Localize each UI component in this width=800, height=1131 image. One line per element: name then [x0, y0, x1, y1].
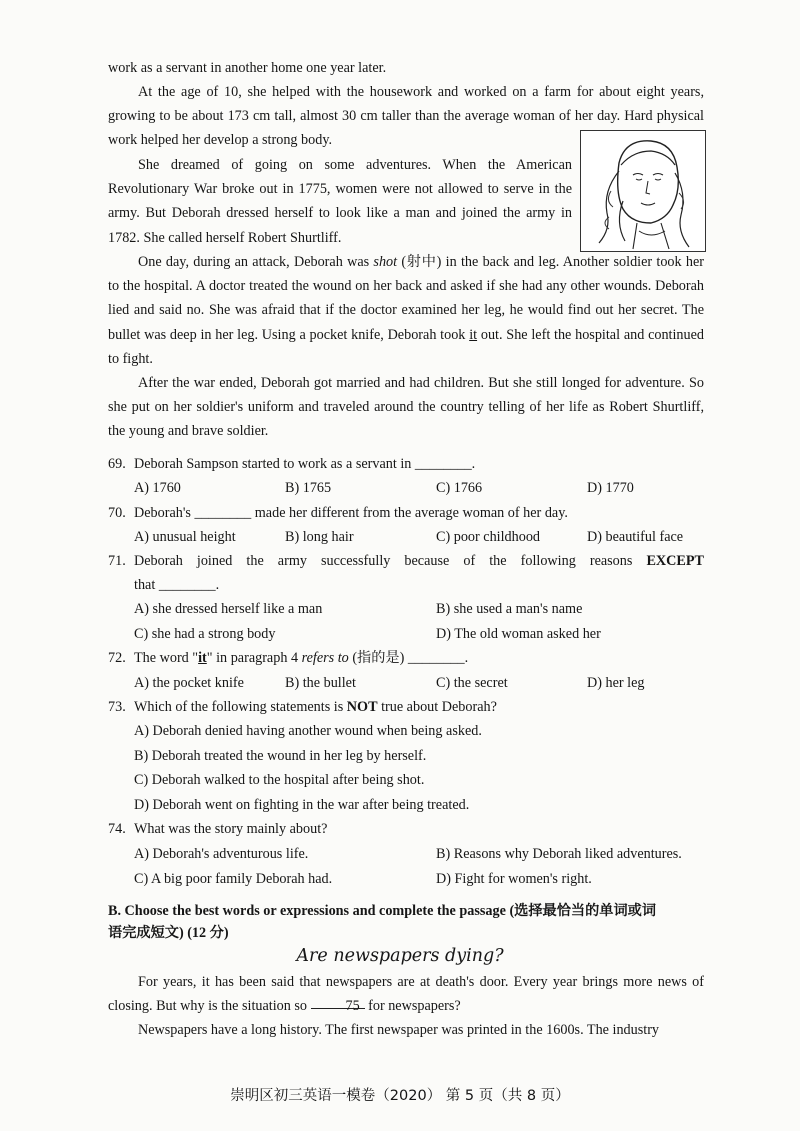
attack-gloss: (射中)	[401, 254, 442, 270]
option-70-d[interactable]: D) beautiful face	[587, 529, 684, 545]
option-73-d[interactable]: D) Deborah went on fighting in the war after being treated.	[134, 797, 470, 813]
option-74-a[interactable]: A) Deborah's adventurous life.	[134, 846, 309, 862]
question-number: 71.	[108, 553, 126, 569]
option-73-a[interactable]: A) Deborah denied having another wound when being asked.	[134, 723, 482, 739]
question-stem: Deborah's ________ made her different from the average woman of her day.	[134, 505, 568, 521]
question-70	[108, 503, 568, 523]
option-74-c[interactable]: C) A big poor family Deborah had.	[134, 871, 333, 887]
section-b-heading: B. Choose the best words or expressions and complete the passage (选择最恰当的单词或词	[108, 903, 657, 919]
question-71	[108, 551, 704, 571]
para-1-text-b: for newspapers?	[368, 998, 461, 1015]
question-stem-bold: NOT	[346, 699, 378, 715]
attack-text-a: One day, during an attack, Deborah was	[138, 254, 370, 270]
question-stem-refers: refers to	[301, 650, 349, 666]
option-69-b[interactable]: B) 1765	[285, 480, 332, 496]
section-b-para-1	[108, 970, 704, 1018]
question-stem: What was the story mainly about?	[134, 821, 328, 837]
question-stem-c: (指的是) ________.	[352, 650, 469, 666]
para-1-text-a: For years, it has been said that newspapers are at death's door. Every year brings more news of closing. But why is the situation so	[108, 974, 704, 1015]
option-74-d[interactable]: D) Fight for women's right.	[436, 871, 592, 887]
attack-text-c: out. She left the hospital and continued to fight.	[108, 326, 705, 367]
question-stem-it: it	[198, 650, 207, 666]
question-number: 70.	[108, 505, 126, 521]
option-70-c[interactable]: C) poor childhood	[436, 529, 541, 545]
question-stem-a: Which of the following statements is	[134, 699, 344, 715]
passage-para-attack	[108, 250, 704, 371]
passage-para-dream: She dreamed of going on some adventures. When the American Revolutionary War broke out in 1775, women were not allowed to serve in the army. But Deborah dressed herself to look like a man and joined the army in 1782. She called herself Robert Shurtliff.	[108, 157, 572, 246]
question-number: 72.	[108, 650, 126, 666]
woman-portrait-illustration	[580, 130, 706, 252]
question-stem-b: true about Deborah?	[381, 699, 497, 715]
option-70-a[interactable]: A) unusual height	[134, 529, 236, 545]
option-70-b[interactable]: B) long hair	[285, 529, 354, 545]
question-number: 69.	[108, 456, 126, 472]
option-69-d[interactable]: D) 1770	[587, 480, 634, 496]
option-71-c[interactable]: C) she had a strong body	[134, 626, 276, 642]
question-number: 73.	[108, 699, 126, 715]
section-b-heading-cont: 语完成短文) (12 分)	[108, 925, 229, 941]
question-69	[108, 454, 475, 474]
option-71-a[interactable]: A) she dressed herself like a man	[134, 601, 323, 617]
passage-title: Are newspapers dying?	[296, 946, 504, 966]
option-71-d[interactable]: D) The old woman asked her	[436, 626, 601, 642]
option-73-c[interactable]: C) Deborah walked to the hospital after being shot.	[134, 772, 425, 788]
option-69-c[interactable]: C) 1766	[436, 480, 483, 496]
passage-para-after: After the war ended, Deborah got married and had children. But she still longed for adventure. So she put on her soldier's uniform and traveled around the country telling of her life as Robert Shurtliff, the young and brave soldier.	[108, 375, 704, 440]
blank-75[interactable]: 75	[311, 994, 365, 1009]
section-b-para-2: Newspapers have a long history. The first newspaper was printed in the 1600s. The industry	[138, 1022, 660, 1038]
passage-para-age: At the age of 10, she helped with the housework and worked on a farm for about eight years, growing to be about 173 cm tall, almost 30 cm taller than the average woman of her day. Hard physical work helped her develop a strong body.	[108, 84, 704, 149]
attack-shot: shot	[373, 254, 398, 270]
question-71-cont: that ________.	[134, 577, 220, 593]
page-footer: 崇明区初三英语一模卷（2020） 第 5 页（共 8 页）	[230, 1088, 570, 1104]
question-stem-bold: EXCEPT	[646, 553, 705, 569]
question-stem-a: The word "	[134, 650, 199, 666]
passage-line-top: work as a servant in another home one year later.	[108, 60, 387, 76]
option-69-a[interactable]: A) 1760	[134, 480, 181, 496]
option-72-d[interactable]: D) her leg	[587, 675, 645, 691]
question-73	[108, 697, 497, 717]
option-72-b[interactable]: B) the bullet	[285, 675, 356, 691]
option-72-a[interactable]: A) the pocket knife	[134, 675, 244, 691]
option-74-b[interactable]: B) Reasons why Deborah liked adventures.	[436, 846, 682, 862]
question-stem: Deborah Sampson started to work as a servant in ________.	[134, 456, 476, 472]
question-stem-b: " in paragraph 4	[206, 650, 299, 666]
question-number: 74.	[108, 821, 126, 837]
question-stem-a: Deborah joined the army successfully because of the following reasons	[134, 553, 633, 569]
attack-it: it	[469, 326, 478, 343]
option-72-c[interactable]: C) the secret	[436, 675, 508, 691]
option-71-b[interactable]: B) she used a man's name	[436, 601, 583, 617]
option-73-b[interactable]: B) Deborah treated the wound in her leg by herself.	[134, 748, 427, 764]
question-74	[108, 819, 327, 839]
question-72	[108, 648, 468, 668]
attack-text-b: in the back and leg. Another soldier took her to the hospital. A doctor treated the wound on her back and asked if she had any other wounds. Deborah lied and said no. She was afraid that if the doctor examined her leg, he would find out her secret. The bullet was deep in her leg. Using a pocket knife, Deborah took	[108, 254, 705, 343]
